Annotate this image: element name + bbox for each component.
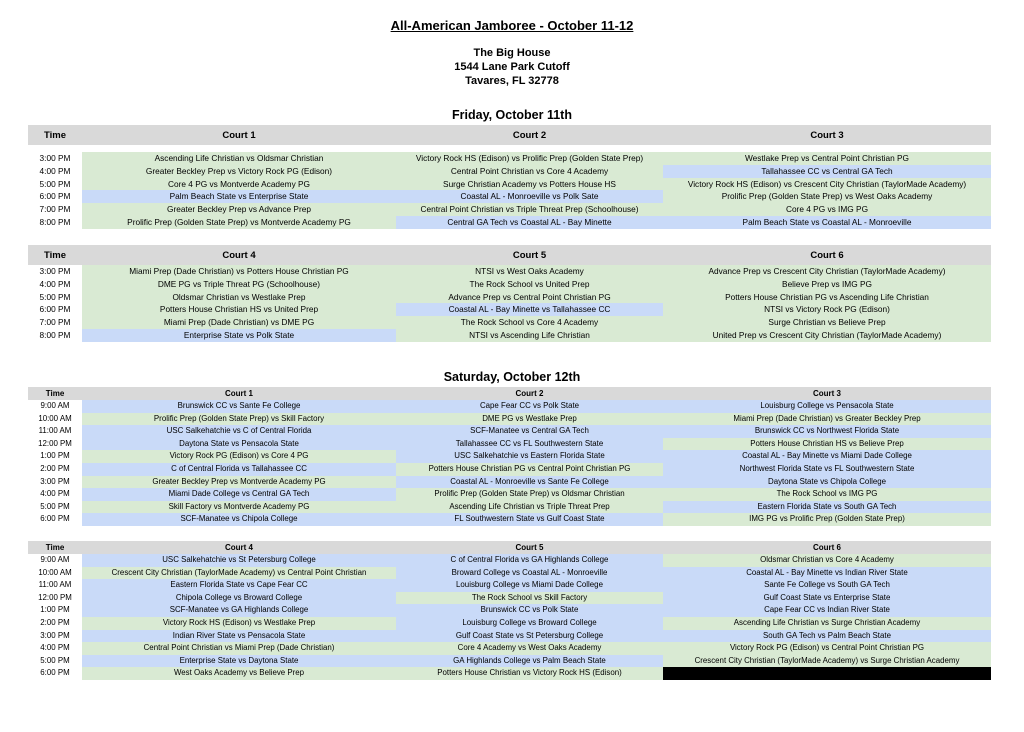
matchup-cell: NTSI vs West Oaks Academy: [396, 265, 663, 278]
game-time: 5:00 PM: [40, 501, 70, 511]
game-time: 11:00 AM: [38, 426, 72, 436]
matchup-cell: Brunswick CC vs Northwest Florida State: [663, 425, 991, 438]
matchup-cell: Potters House Christian vs Victory Rock HS (Edison): [396, 667, 663, 680]
matchup-cell: NTSI vs Victory Rock PG (Edison): [663, 303, 991, 316]
game-time: 1:00 PM: [40, 451, 70, 461]
game-time: 9:00 AM: [40, 555, 70, 564]
matchup-cell: Potters House Christian HS vs United Prep: [82, 303, 396, 316]
matchup-cell: Sante Fe College vs South GA Tech: [663, 579, 991, 592]
matchup-cell: Prolific Prep (Golden State Prep) vs Skill Factory: [82, 413, 396, 426]
table-row: [28, 165, 991, 178]
matchup-cell: Prolific Prep (Golden State Prep) vs Oldsmar Christian: [396, 488, 663, 501]
game-time: 7:00 PM: [39, 204, 71, 214]
matchup-cell: IMG PG vs Prolific Prep (Golden State Prep): [663, 513, 991, 526]
matchup-cell: Palm Beach State vs Enterprise State: [82, 190, 396, 203]
matchup-cell: Louisburg College vs Miami Dade College: [396, 579, 663, 592]
matchup-cell: Ascending Life Christian vs Oldsmar Christian: [82, 152, 396, 165]
game-time: 4:00 PM: [40, 643, 70, 653]
matchup-cell: South GA Tech vs Palm Beach State: [663, 630, 991, 643]
matchup-cell: Coastal AL - Monroeville vs Polk Sate: [396, 190, 663, 203]
game-time: 5:00 PM: [39, 291, 71, 302]
table-row: [28, 554, 991, 567]
matchup-cell: Potters House Christian PG vs Ascending Life Christian: [663, 291, 991, 304]
table-row: [28, 604, 991, 617]
game-time: 5:00 PM: [40, 655, 70, 665]
column-header: Court 4: [225, 543, 253, 552]
column-header: Time: [45, 389, 65, 398]
game-time: 3:00 PM: [39, 266, 71, 276]
game-time: 10:00 AM: [38, 413, 72, 423]
matchup-cell: United Prep vs Crescent City Christian (TaylorMade Academy): [663, 329, 991, 342]
matchup-cell: Gulf Coast State vs Enterprise State: [663, 592, 991, 605]
matchup-cell: Eastern Florida State vs South GA Tech: [663, 501, 991, 514]
matchup-cell: Coastal AL - Bay Minette vs Miami Dade College: [663, 450, 991, 463]
matchup-cell: Tallahassee CC vs FL Southwestern State: [396, 438, 663, 451]
matchup-cell: USC Salkehatchie vs C of Central Florida: [82, 425, 396, 438]
matchup-cell: C of Central Florida vs Tallahassee CC: [82, 463, 396, 476]
column-header: Court 5: [512, 249, 547, 261]
matchup-cell: Skill Factory vs Montverde Academy PG: [82, 501, 396, 514]
table-row: [28, 152, 991, 165]
table-row: [28, 413, 991, 426]
matchup-cell: Tallahassee CC vs Central GA Tech: [663, 165, 991, 178]
matchup-cell: Potters House Christian PG vs Central Point Christian PG: [396, 463, 663, 476]
matchup-cell: Enterprise State vs Polk State: [82, 329, 396, 342]
matchup-cell: The Rock School vs IMG PG: [663, 488, 991, 501]
game-time: 3:00 PM: [39, 153, 71, 163]
matchup-cell: Indian River State vs Pensacola State: [82, 630, 396, 643]
matchup-cell: Central Point Christian vs Miami Prep (Dade Christian): [82, 642, 396, 655]
table-row: [28, 513, 991, 526]
matchup-cell: SCF-Manatee vs Chipola College: [82, 513, 396, 526]
matchup-cell: Victory Rock HS (Edison) vs Westlake Prep: [82, 617, 396, 630]
matchup-cell: Cape Fear CC vs Polk State: [396, 400, 663, 413]
matchup-cell: DME PG vs Triple Threat PG (Schoolhouse): [82, 278, 396, 291]
table-row: [28, 425, 991, 438]
game-time: 4:00 PM: [39, 165, 71, 176]
table-row: [28, 216, 991, 229]
column-header: Time: [43, 249, 66, 261]
table-row: [28, 567, 991, 580]
matchup-cell: The Rock School vs Skill Factory: [396, 592, 663, 605]
table-header-row: [28, 387, 991, 400]
game-time: 1:00 PM: [40, 605, 70, 615]
matchup-cell: Prolific Prep (Golden State Prep) vs West Oaks Academy: [663, 190, 991, 203]
matchup-cell: Brunswick CC vs Sante Fe College: [82, 400, 396, 413]
matchup-cell: Greater Beckley Prep vs Victory Rock PG (Edison): [82, 165, 396, 178]
matchup-cell: Victory Rock HS (Edison) vs Prolific Prep (Golden State Prep): [396, 152, 663, 165]
table-row: [28, 400, 991, 413]
matchup-cell: Oldsmar Christian vs Westlake Prep: [82, 291, 396, 304]
matchup-cell: Louisburg College vs Pensacola State: [663, 400, 991, 413]
matchup-cell: SCF-Manatee vs GA Highlands College: [82, 604, 396, 617]
column-header: Court 5: [515, 543, 544, 552]
saturday-schedule-courts-4-6: [28, 541, 991, 680]
saturday-heading: Saturday, October 12th: [443, 370, 581, 384]
column-header: Court 6: [810, 249, 844, 261]
matchup-cell: Victory Rock PG (Edison) vs Core 4 PG: [82, 450, 396, 463]
matchup-cell: Greater Beckley Prep vs Advance Prep: [82, 203, 396, 216]
table-row: [28, 316, 991, 329]
table-header-row: [28, 125, 991, 145]
matchup-cell: Louisburg College vs Broward College: [396, 617, 663, 630]
matchup-cell: The Rock School vs United Prep: [396, 278, 663, 291]
table-row: [28, 617, 991, 630]
matchup-cell: Chipola College vs Broward College: [82, 592, 396, 605]
matchup-cell: Central Point Christian vs Core 4 Academy: [396, 165, 663, 178]
matchup-cell: Greater Beckley Prep vs Montverde Academy PG: [82, 476, 396, 489]
matchup-cell: Palm Beach State vs Coastal AL - Monroeville: [663, 216, 991, 229]
table-row: [28, 278, 991, 291]
game-time: 6:00 PM: [39, 191, 71, 202]
event-title: All-American Jamboree - October 11-12: [390, 18, 634, 33]
matchup-cell: Victory Rock PG (Edison) vs Central Point Christian PG: [663, 642, 991, 655]
column-header: Court 1: [222, 129, 256, 141]
table-row: [28, 463, 991, 476]
game-time: 10:00 AM: [38, 567, 72, 577]
matchup-cell: Surge Christian vs Believe Prep: [663, 316, 991, 329]
matchup-cell: Victory Rock HS (Edison) vs Crescent City Christian (TaylorMade Academy): [663, 178, 991, 191]
matchup-cell: NTSI vs Ascending Life Christian: [396, 329, 663, 342]
game-time: 5:00 PM: [39, 178, 71, 189]
table-row: [28, 642, 991, 655]
matchup-cell: Core 4 PG vs Montverde Academy PG: [82, 178, 396, 191]
matchup-cell: Westlake Prep vs Central Point Christian PG: [663, 152, 991, 165]
column-header: Court 3: [810, 129, 844, 141]
matchup-cell: Miami Prep (Dade Christian) vs Potters House Christian PG: [82, 265, 396, 278]
matchup-cell: Central Point Christian vs Triple Threat Prep (Schoolhouse): [396, 203, 663, 216]
game-time: 2:00 PM: [40, 617, 70, 627]
column-header: Court 4: [222, 249, 256, 261]
table-header-row: [28, 541, 991, 554]
matchup-cell: The Rock School vs Core 4 Academy: [396, 316, 663, 329]
game-time: 6:00 PM: [40, 514, 70, 524]
table-row: [28, 592, 991, 605]
matchup-cell: Daytona State vs Chipola College: [663, 476, 991, 489]
table-row: [28, 265, 991, 278]
matchup-cell: Cape Fear CC vs Indian River State: [663, 604, 991, 617]
matchup-cell: Crescent City Christian (TaylorMade Academy) vs Central Point Christian: [82, 567, 396, 580]
matchup-cell: Oldsmar Christian vs Core 4 Academy: [663, 554, 991, 567]
game-time: 4:00 PM: [40, 489, 70, 499]
saturday-schedule-courts-1-3: [28, 387, 991, 526]
game-time: 11:00 AM: [38, 580, 72, 590]
game-time: 8:00 PM: [39, 329, 71, 340]
matchup-cell: DME PG vs Westlake Prep: [396, 413, 663, 426]
matchup-cell: Ascending Life Christian vs Triple Threat Prep: [396, 501, 663, 514]
game-time: 8:00 PM: [39, 216, 71, 227]
table-row: [28, 488, 991, 501]
matchup-cell: Enterprise State vs Daytona State: [82, 655, 396, 668]
column-header: Time: [45, 543, 65, 552]
column-header: Time: [43, 129, 66, 141]
column-header: Court 3: [813, 389, 841, 398]
matchup-cell: Advance Prep vs Central Point Christian PG: [396, 291, 663, 304]
venue-city: Tavares, FL 32778: [465, 75, 559, 87]
matchup-cell: SCF-Manatee vs Central GA Tech: [396, 425, 663, 438]
matchup-cell: [663, 667, 991, 680]
table-row: [28, 501, 991, 514]
game-time: 7:00 PM: [39, 317, 71, 327]
table-row: [28, 303, 991, 316]
matchup-cell: Core 4 PG vs IMG PG: [663, 203, 991, 216]
table-row: [28, 291, 991, 304]
game-time: 3:00 PM: [40, 630, 70, 640]
matchup-cell: Miami Dade College vs Central GA Tech: [82, 488, 396, 501]
matchup-cell: Miami Prep (Dade Christian) vs DME PG: [82, 316, 396, 329]
game-time: 3:00 PM: [40, 476, 70, 486]
matchup-cell: Brunswick CC vs Polk State: [396, 604, 663, 617]
matchup-cell: Coastal AL - Bay Minette vs Indian River State: [663, 567, 991, 580]
matchup-cell: Daytona State vs Pensacola State: [82, 438, 396, 451]
matchup-cell: Advance Prep vs Crescent City Christian (TaylorMade Academy): [663, 265, 991, 278]
game-time: 12:00 PM: [38, 592, 72, 602]
matchup-cell: USC Salkehatchie vs Eastern Florida State: [396, 450, 663, 463]
matchup-cell: Potters House Christian HS vs Believe Prep: [663, 438, 991, 451]
column-header: Court 2: [515, 389, 544, 398]
matchup-cell: Core 4 Academy vs West Oaks Academy: [396, 642, 663, 655]
matchup-cell: GA Highlands College vs Palm Beach State: [396, 655, 663, 668]
table-row: [28, 438, 991, 451]
venue-street: 1544 Lane Park Cutoff: [454, 61, 570, 73]
matchup-cell: Prolific Prep (Golden State Prep) vs Montverde Academy PG: [82, 216, 396, 229]
matchup-cell: Eastern Florida State vs Cape Fear CC: [82, 579, 396, 592]
table-row: [28, 630, 991, 643]
column-header: Court 6: [813, 543, 841, 552]
friday-schedule-courts-1-3: [28, 125, 991, 229]
game-time: 6:00 PM: [39, 304, 71, 315]
matchup-cell: Miami Prep (Dade Christian) vs Greater Beckley Prep: [663, 413, 991, 426]
column-header: Court 1: [225, 389, 253, 398]
table-row: [28, 579, 991, 592]
table-row: [28, 190, 991, 203]
venue-name: The Big House: [473, 47, 551, 59]
matchup-cell: Broward College vs Coastal AL - Monroeville: [396, 567, 663, 580]
table-header-row: [28, 245, 991, 265]
matchup-cell: Coastal AL - Bay Minette vs Tallahassee CC: [396, 303, 663, 316]
game-time: 2:00 PM: [40, 463, 70, 473]
table-row: [28, 667, 991, 680]
table-row: [28, 450, 991, 463]
table-row: [28, 178, 991, 191]
matchup-cell: Crescent City Christian (TaylorMade Academy) vs Surge Christian Academy: [663, 655, 991, 668]
matchup-cell: Ascending Life Christian vs Surge Christian Academy: [663, 617, 991, 630]
matchup-cell: Central GA Tech vs Coastal AL - Bay Minette: [396, 216, 663, 229]
matchup-cell: Believe Prep vs IMG PG: [663, 278, 991, 291]
column-header: Court 2: [512, 129, 547, 141]
matchup-cell: C of Central Florida vs GA Highlands College: [396, 554, 663, 567]
table-row: [28, 203, 991, 216]
matchup-cell: Northwest Florida State vs FL Southwestern State: [663, 463, 991, 476]
matchup-cell: Surge Christian Academy vs Potters House HS: [396, 178, 663, 191]
matchup-cell: Coastal AL - Monroeville vs Sante Fe College: [396, 476, 663, 489]
game-time: 12:00 PM: [38, 438, 72, 448]
table-row: [28, 329, 991, 342]
matchup-cell: USC Salkehatchie vs St Petersburg College: [82, 554, 396, 567]
table-row: [28, 476, 991, 489]
game-time: 6:00 PM: [40, 668, 70, 678]
game-time: 4:00 PM: [39, 278, 71, 289]
matchup-cell: FL Southwestern State vs Gulf Coast State: [396, 513, 663, 526]
game-time: 9:00 AM: [40, 401, 70, 410]
friday-heading: Friday, October 11th: [452, 108, 572, 122]
friday-schedule-courts-4-6: [28, 245, 991, 342]
header-spacer: [28, 145, 991, 152]
matchup-cell: West Oaks Academy vs Believe Prep: [82, 667, 396, 680]
matchup-cell: Gulf Coast State vs St Petersburg College: [396, 630, 663, 643]
table-row: [28, 655, 991, 668]
